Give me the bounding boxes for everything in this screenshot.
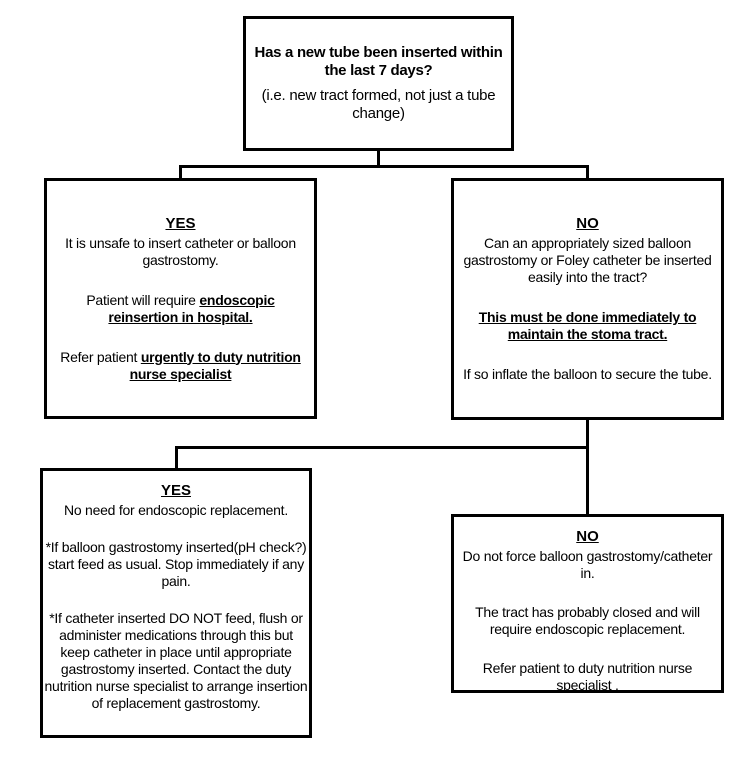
question-title: Has a new tube been inserted within the last 7 days? <box>254 44 503 79</box>
yes1-header-group <box>51 215 310 269</box>
yes1-paragraph-3 <box>51 349 310 383</box>
yes1-p2-emphasis: endoscopic reinsertion in hospital. <box>108 291 275 325</box>
no1-paragraph-3: If so inflate the balloon to secure the tube. <box>463 366 712 382</box>
no2-paragraph-1: Do not force balloon gastrostomy/catheter in. <box>462 548 713 581</box>
connector-branch2-left-stem <box>175 447 178 468</box>
yes1-paragraph-1: It is unsafe to insert catheter or balloon gastrostomy. <box>65 234 296 268</box>
node-no-tract-closed <box>451 514 724 693</box>
node-no-try-insert <box>451 178 724 420</box>
connector-branch1-right-stem <box>586 166 589 178</box>
yes1-p3-plain: Refer patient <box>60 348 141 365</box>
yes2-paragraph-1: No need for endoscopic replacement. <box>64 502 288 518</box>
no2-label: NO <box>576 528 599 545</box>
node-yes-no-replacement <box>40 468 312 738</box>
question-note: (i.e. new tract formed, not just a tube change) <box>261 87 496 122</box>
no1-paragraph-1: Can an appropriately sized balloon gastrostomy or Foley catheter be inserted easily into the tract? <box>463 235 712 285</box>
connector-branch1-left-stem <box>179 166 182 178</box>
connector-branch2-horizontal <box>175 446 589 449</box>
connector-no1-down-stem <box>586 419 589 515</box>
yes2-header-group <box>44 482 308 519</box>
yes2-label: YES <box>160 482 191 499</box>
no2-header-group <box>458 528 717 582</box>
yes1-p3-emphasis: urgently to duty nutrition nurse specialist <box>129 348 301 382</box>
no2-paragraph-3: Refer patient to duty nutrition nurse specialist . <box>482 660 693 693</box>
yes1-p2-plain: Patient will require <box>86 291 200 308</box>
connector-branch1-horizontal <box>179 165 589 168</box>
yes2-paragraph-2: *If balloon gastrostomy inserted(pH check?) start feed as usual. Stop immediately if any pain. <box>45 539 307 589</box>
yes2-paragraph-3: *If catheter inserted DO NOT feed, flush or administer medications through this but keep catheter in place until appropriate gastrostomy inserted. Contact the duty nutrition nurse specialist to arrange insertion of replacement gastrostomy. <box>44 610 308 711</box>
no1-header-group <box>458 215 717 286</box>
no1-label: NO <box>576 215 599 232</box>
node-yes-unsafe <box>44 178 317 419</box>
yes1-paragraph-2 <box>51 292 310 326</box>
no1-paragraph-2-emphasis: This must be done immediately to maintain the stoma tract. <box>478 309 697 342</box>
no2-paragraph-2: The tract has probably closed and will require endoscopic replacement. <box>475 604 700 637</box>
node-question <box>243 16 514 151</box>
yes1-label: YES <box>165 214 196 232</box>
